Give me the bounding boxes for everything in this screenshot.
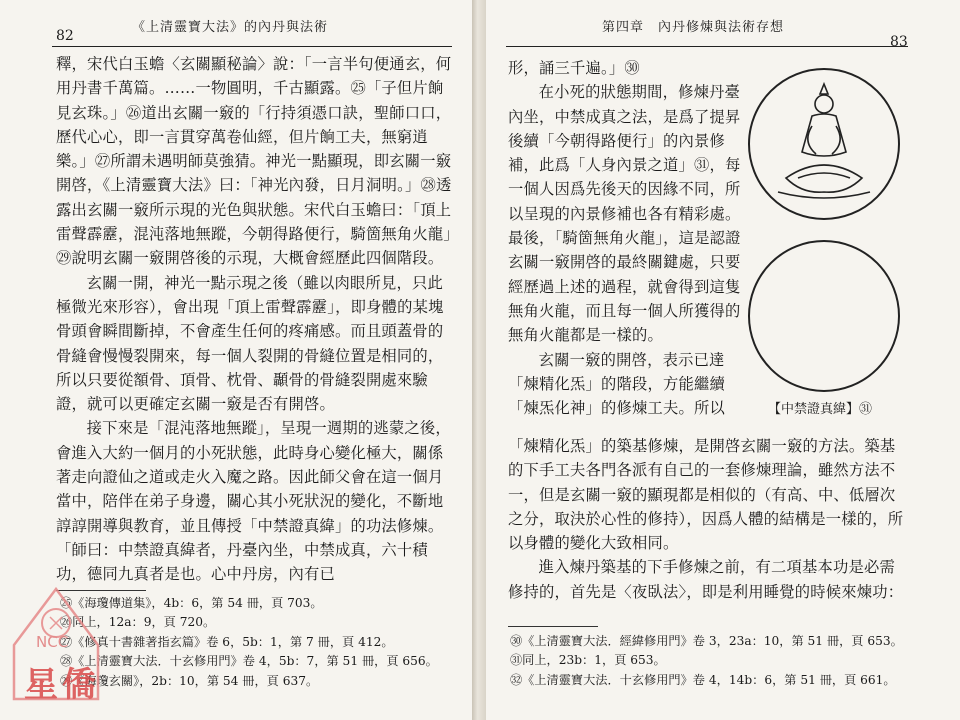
footnote-31: ㉛同上，23b：1，頁 653。 [510, 653, 666, 668]
right-paragraph-2: 在小死的狀態期間，修煉丹臺內坐，中禁成真之法，是爲了提昇後續「今朝得路便行」的內景修補，此爲「人身內景之道」㉛，每一個人因爲先後天的因緣不同，所以呈現的內景修補也各有精彩處。最後，「騎箇無角火龍」，這是認證玄關一竅開啓的最終關鍵處，只要經歷過上述的過程，就會得到這隻無角火龍，而且每一個人所獲得的無角火龍都是一樣的。 [508, 83, 741, 345]
left-header-rule [52, 46, 452, 47]
right-header-rule [506, 46, 908, 47]
footnote-30: ㉚《上清靈寶大法．經緯修用門》卷 3，23a：10，第 51 冊，頁 653。 [510, 634, 903, 648]
left-paragraph-2: 玄關一開，神光一點示現之後（雖以肉眼所見，只此極微光來形容），會出現「頂上雷聲霹靂」，即身體的某塊骨頭會瞬間斷掉，不會產生任何的疼痛感。而且頭蓋骨的骨縫會慢慢裂開來，每一個人裂開的骨縫位置是相同的，所以只要從額骨、頂骨、枕骨、顳骨的骨縫裂開處來驗證，就可以更確定玄關一竅是否有開啓。 [56, 273, 444, 414]
meditating-figure-icon [750, 70, 898, 218]
figure-empty-circle [748, 240, 900, 392]
stamp-name: 星僑 [24, 665, 100, 705]
right-body-text-wide [508, 434, 908, 604]
left-page-number: 82 [56, 28, 74, 44]
right-paragraph-3: 玄關一竅的開啓，表示已達「煉精化炁」的階段，方能繼續「煉炁化神」的修煉工夫。所以 [508, 350, 725, 418]
right-paragraph-5: 進入煉丹築基的下手修煉之前，有二項基本功是必需修持的，首先是〈夜臥法〉，即是利用睡覺的時候來煉功： [508, 558, 904, 601]
left-page [0, 0, 472, 720]
footnote-28: ㉘《上清靈寶大法．十玄修用門》卷 4，5b：7，第 51 冊，頁 656。 [60, 654, 438, 669]
left-running-head: 《上清靈寶大法》的內丹與法術 [132, 20, 329, 35]
right-footnote-rule [508, 626, 598, 627]
figure-caption: 【中禁證真緯】㉛ [768, 402, 873, 417]
watermark-stamp [6, 585, 106, 705]
right-paragraph-4: 「煉精化炁」的築基修煉，是開啓玄關一竅的方法。築基的下手工夫各門各派有自己的一套修煉理論，雖然方法不一，但是玄關一竅的顯現都是相似的（有高、中、低層次之分，取決於心性的修持），因爲人體的結構是一樣的，所以身體的變化大致相同。 [508, 437, 904, 553]
right-page-number: 83 [890, 34, 908, 50]
left-footnotes [60, 594, 438, 691]
right-paragraph-1: 形，誦三千遍。」㉚ [508, 59, 640, 77]
book-gutter [472, 0, 486, 720]
right-footnotes [510, 632, 903, 690]
right-page [486, 0, 960, 720]
footnote-25: ㉕《海瓊傳道集》，4b：6，第 54 冊，頁 703。 [60, 596, 323, 610]
left-paragraph-1: 釋，宋代白玉蟾〈玄關顯秘論〉說：「一言半句便通玄，何用丹書千萬篇。……一物圓明，千古顯露。㉕「子但片餉見玄珠。」㉖道出玄關一竅的「行持須憑口訣，聖師口口，歷代心心，即一言貫穿萬卷仙經，但片餉工夫，無窮逍樂。」㉗所謂未遇明師莫強猜。神光一點顯現，即玄關一竅開啓，《上清靈寶大法》曰：「神光內發，日月洞明。」㉘透露出玄關一竅所示現的光色與狀態。宋代白玉蟾曰：「頂上雷聲霹靂，混沌落地無蹤，今朝得路便行，騎箇無角火龍」㉙說明玄關一竅開啓後的示現，大概會經歷此四個階段。 [56, 55, 452, 268]
footnote-29: ㉙《海瓊玄關》，2b：10，第 54 冊，頁 637。 [60, 673, 319, 688]
figure-meditating-sage [748, 68, 900, 220]
left-body-text [56, 52, 454, 587]
right-body-text-narrow [508, 56, 746, 420]
footnote-26: ㉖同上，12a：9，頁 720。 [60, 615, 216, 630]
right-running-head: 第四章 內丹修煉與法術存想 [602, 20, 785, 35]
stamp-text: NCC [36, 633, 69, 651]
left-paragraph-3: 接下來是「混沌落地無蹤」，呈現一週期的逃蒙之後，會進入大約一個月的小死狀態，此時身心變化極大，關係著走向證仙之道或走火入魔之路。因此師父會在這一個月當中，陪伴在弟子身邊，關心其小死狀況的變化，不斷地諄諄開導與教育，並且傳授「中禁證真緯」的功法修煉。「師曰：中禁證真緯者，丹臺內坐，中禁成真，六十積功，德同九真者是也。心中丹房，內有已 [56, 419, 451, 584]
footnote-32: ㉜《上清靈寶大法．十玄修用門》卷 4，14b：6，第 51 冊，頁 661。 [510, 672, 896, 687]
footnote-27: ㉗《修真十書雜著指玄篇》卷 6，5b：1，第 7 冊，頁 412。 [60, 634, 394, 649]
